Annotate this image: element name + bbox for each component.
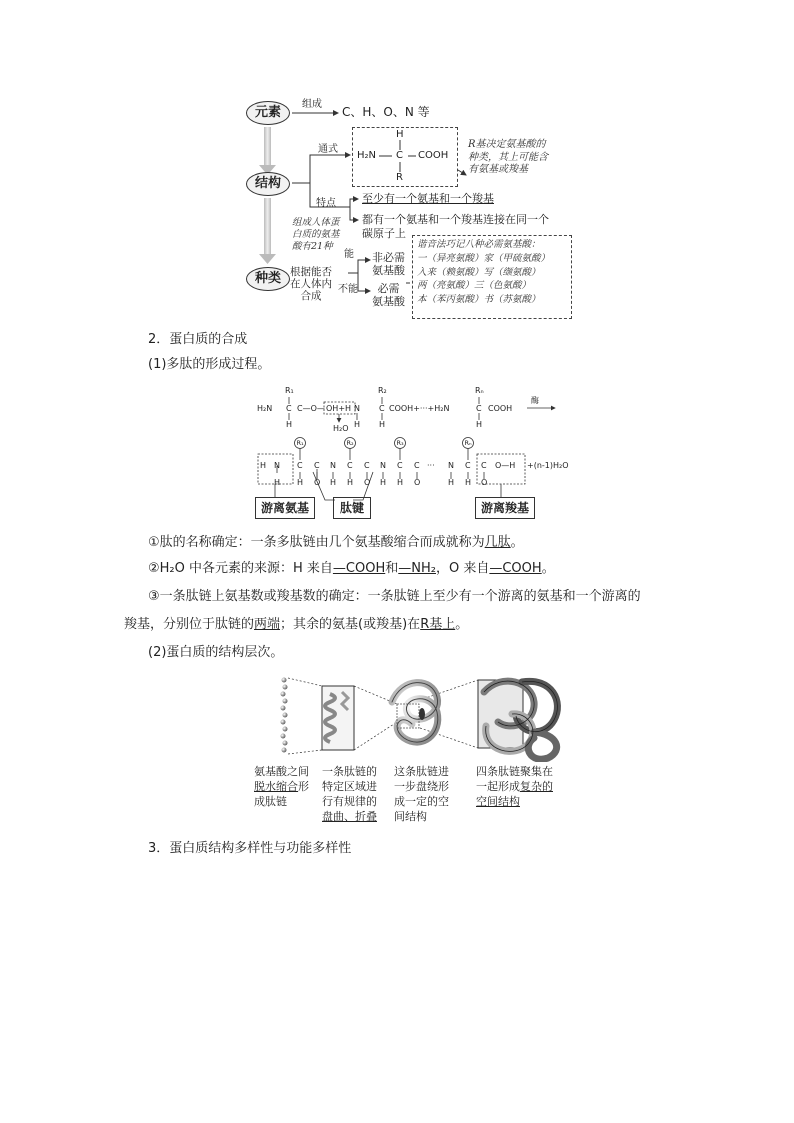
n-top-1: N xyxy=(354,404,360,413)
chain-c-n: C xyxy=(465,461,471,470)
r-group-note: R基决定氨基酸的 种类，其上可能含 有氨基或羧基 xyxy=(468,139,548,175)
essential-amino-acids: 必需 氨基酸 xyxy=(372,282,405,308)
h2n-left: H₂N xyxy=(257,404,273,413)
c-top-2: C xyxy=(379,404,385,413)
cannot-label: 不能 xyxy=(338,284,358,295)
r2-top: R₂ xyxy=(378,386,387,395)
chain-c-2: C xyxy=(314,461,320,470)
water-top: H₂O xyxy=(333,424,349,433)
protein-structure-levels-illustration xyxy=(272,672,572,762)
rn-top: Rₙ xyxy=(475,386,484,395)
enzyme-label: 酶 xyxy=(531,396,539,405)
h-top-3: H xyxy=(379,420,386,429)
chain-c-1: C xyxy=(297,461,303,470)
formula-cooh: COOH xyxy=(418,150,449,161)
caption-tertiary: 这条肽链进 一步盘绕形 成一定的空 间结构 xyxy=(394,765,449,823)
chain-c-end: C xyxy=(481,461,487,470)
flow-arrow-bar xyxy=(264,198,271,256)
h-top-4: H xyxy=(476,420,483,429)
subsection-1-heading: (1)多肽的形成过程。 xyxy=(148,357,271,372)
chain-n-n: N xyxy=(448,461,454,470)
flow-arrow-head xyxy=(259,254,276,264)
chain-o-3: O xyxy=(414,478,421,487)
chain-h-7: H xyxy=(448,478,455,487)
h-top-1: H xyxy=(286,420,293,429)
cooh-plus: COOH+···+H₂N xyxy=(389,404,450,413)
formula-h2n: H₂N xyxy=(357,150,377,161)
formula-c: C xyxy=(396,150,403,161)
c-top-3: C xyxy=(476,404,482,413)
amino-acid-concept-diagram xyxy=(240,95,580,320)
composition-value: C、H、O、N 等 xyxy=(342,105,430,119)
features-label: 特点 xyxy=(316,198,336,209)
r2-circle-label: R₂ xyxy=(346,439,354,447)
cooh-end: COOH xyxy=(488,404,513,413)
feature-1: 至少有一个氨基和一个羧基 xyxy=(362,192,494,205)
chain-n-1: N xyxy=(274,461,280,470)
amino-acid-count-note: 组成人体蛋 白质的氨基 酸有21种 xyxy=(292,217,340,252)
node-types: 种类 xyxy=(246,267,290,291)
synthesis-criterion: 根据能否 在人体内 合成 xyxy=(290,266,332,303)
chain-h-4: H xyxy=(347,478,354,487)
caption-quaternary: 四条肽链聚集在 一起形成复杂的 空间结构 xyxy=(476,765,553,808)
chain-o-4: O xyxy=(481,478,488,487)
chain-dots: ··· xyxy=(427,461,435,470)
r3-circle-label: R₃ xyxy=(396,439,404,447)
note-3-line-2: 羧基，分别位于肽链的两端；其余的氨基(或羧基)在R基上。 xyxy=(124,617,469,632)
caption-secondary: 一条肽链的 特定区域进 行有规律的 盘曲、折叠 xyxy=(322,765,377,823)
structure-levels-graphic xyxy=(272,672,572,762)
free-carboxyl-label: 游离羧基 xyxy=(475,497,535,519)
c-top-1: C xyxy=(286,404,292,413)
nonessential-amino-acids: 非必需 氨基酸 xyxy=(372,251,405,277)
chain-o-2: O xyxy=(364,478,371,487)
caption-primary: 氨基酸之间 脱水缩合形 成肽链 xyxy=(254,765,309,808)
peptide-bond-label: 肽键 xyxy=(333,497,371,519)
chain-oh-end: O—H xyxy=(495,461,516,470)
co-part: C—O— xyxy=(297,404,325,413)
chain-h-3: H xyxy=(330,478,337,487)
chain-c-6: C xyxy=(414,461,420,470)
chain-c-4: C xyxy=(364,461,370,470)
composition-label: 组成 xyxy=(302,99,322,110)
chain-h-8: H xyxy=(465,478,472,487)
node-elements: 元素 xyxy=(246,101,290,125)
chain-h-start: H xyxy=(260,461,267,470)
formula-h: H xyxy=(396,129,404,140)
chain-h-6: H xyxy=(397,478,404,487)
amino-acid-chain xyxy=(281,678,288,753)
chain-c-5: C xyxy=(397,461,403,470)
formula-r: R xyxy=(396,172,403,183)
can-label: 能 xyxy=(344,249,354,260)
chain-h-2: H xyxy=(297,478,304,487)
chain-h-1: H xyxy=(274,478,281,487)
subsection-2-heading: (2)蛋白质的结构层次。 xyxy=(148,645,284,660)
r1-circle-label: R₁ xyxy=(296,439,304,447)
water-released: +(n-1)H₂O xyxy=(527,461,569,470)
h-top-2: H xyxy=(354,420,361,429)
flow-arrow-bar xyxy=(264,127,271,167)
note-3-line-1: ③一条肽链上氨基数或羧基数的确定：一条肽链上至少有一个游离的氨基和一个游离的 xyxy=(148,589,641,604)
section-3-heading: 3．蛋白质结构多样性与功能多样性 xyxy=(148,841,352,856)
oh-h-box: OH+H xyxy=(326,404,352,413)
node-structure: 结构 xyxy=(246,172,290,196)
feature-2: 都有一个氨基和一个羧基连接在同一个 碳原子上 xyxy=(362,213,549,241)
chain-n-2: N xyxy=(330,461,336,470)
rn-circle-label: Rₙ xyxy=(464,439,472,447)
chain-h-5: H xyxy=(380,478,387,487)
chain-o-1: O xyxy=(314,478,321,487)
peptide-formation-diagram xyxy=(255,380,575,525)
chain-c-3: C xyxy=(347,461,353,470)
section-2-heading: 2．蛋白质的合成 xyxy=(148,332,248,347)
note-2: ②H₂O 中各元素的来源：H 来自—COOH和—NH₂，O 来自—COOH。 xyxy=(148,561,555,576)
general-formula-label: 通式 xyxy=(318,144,338,155)
note-1: ①肽的名称确定：一条多肽链由几个氨基酸缩合而成就称为几肽。 xyxy=(148,535,524,550)
chain-n-3: N xyxy=(380,461,386,470)
mnemonic-box: 谐音法巧记八种必需氨基酸： 一（异亮氨酸）家（甲硫氨酸） 入来（赖氨酸）写（缬氨酸） 两（亮氨酸）三（色氨酸） 本（苯丙氨酸）书（苏氨酸） xyxy=(412,235,572,319)
r1-top: R₁ xyxy=(285,386,294,395)
free-amino-label: 游离氨基 xyxy=(255,497,315,519)
